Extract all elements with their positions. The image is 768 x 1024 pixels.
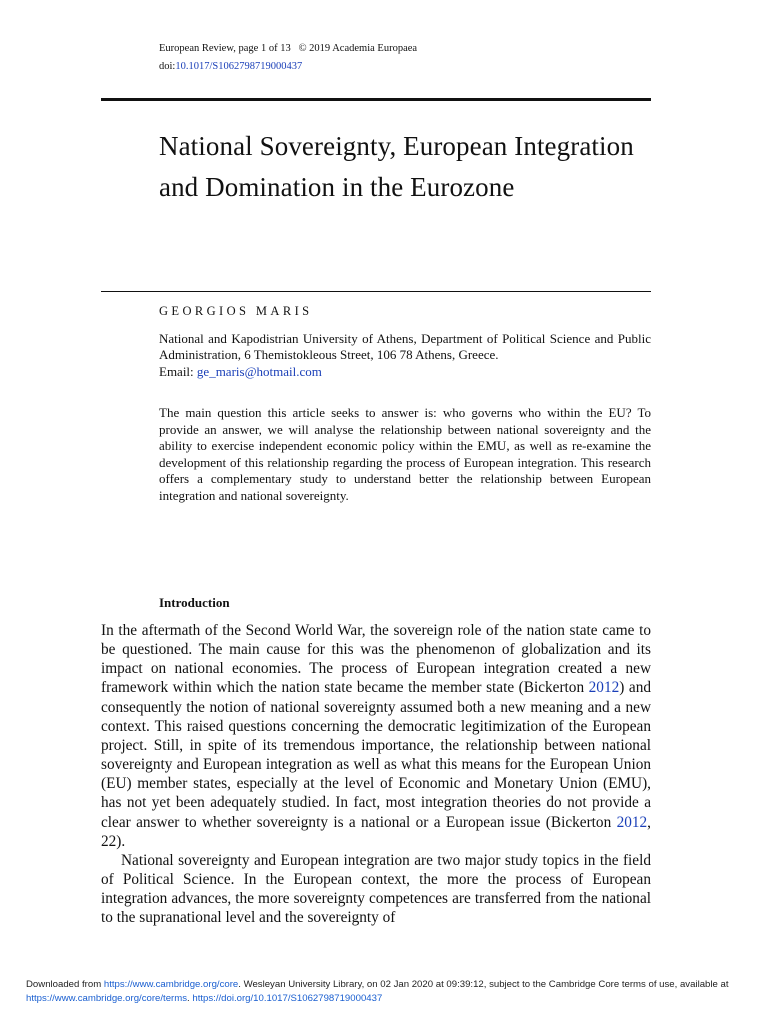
affiliation-text: National and Kapodistrian University of Athens, Department of Political Science and Public Administration, 6 Themistokleous Street, 106 78 Athens, Greece. xyxy=(159,331,651,363)
citation-link[interactable]: 2012 xyxy=(616,813,648,831)
footer-core-link[interactable]: https://www.cambridge.org/core xyxy=(103,979,239,990)
p1-text-a: In the aftermath of the Second World War, the sovereign role of the nation state came to be questioned. The main cause for this was the phenomenon of globalization and its impact on national economies. The process of European integration created a new framework within which the nation state became the member state (Bickerton xyxy=(101,622,651,697)
email-label: Email: xyxy=(159,363,194,379)
footer-separator: . xyxy=(187,992,190,1004)
author-name: GEORGIOS MARIS xyxy=(159,304,313,318)
copyright-notice: © 2019 Academia Europaea xyxy=(298,43,418,54)
download-footer xyxy=(26,978,756,1005)
footer-terms-link[interactable]: https://www.cambridge.org/core/terms xyxy=(26,992,188,1004)
section-heading-introduction: Introduction xyxy=(159,595,230,610)
paragraph-2: National sovereignty and European integration are two major study topics in the field of Political Science. In the European context, the more the process of European integration advances, the more sovereignty competences are transferred from the national to the supranational level and the sovereignty of xyxy=(101,851,651,927)
doi-line xyxy=(159,60,302,74)
footer-doi-link[interactable]: https://doi.org/10.1017/S1062798719000437 xyxy=(192,992,383,1004)
body-text xyxy=(101,621,651,928)
footer-notice: . Wesleyan University Library, on 02 Jan 2020 at 09:39:12, subject to the Cambridge Core terms of use, available at xyxy=(238,979,729,990)
article-title: National Sovereignty, European Integration and Domination in the Eurozone xyxy=(159,131,634,202)
journal-citation: European Review, page 1 of 13 xyxy=(159,43,291,54)
citation-link[interactable]: 2012 xyxy=(588,679,620,697)
paragraph-1 xyxy=(101,621,651,851)
doi-label: doi: xyxy=(159,61,176,72)
p1-text-c: , 22). xyxy=(101,813,651,850)
email-link[interactable]: ge_maris@hotmail.com xyxy=(196,363,322,379)
abstract: The main question this article seeks to answer is: who governs who within the EU? To provide an answer, we will analyse the relationship between national sovereignty and the ability to exercise independent economic policy within the EMU, as well as re-examine the development of this relationship regarding the process of European integration. This research offers a complementary study to understand better the relationship between European integration and national sovereignty. xyxy=(159,405,651,503)
journal-header xyxy=(159,42,417,56)
title-rule xyxy=(101,291,651,292)
doi-link[interactable]: 10.1017/S1062798719000437 xyxy=(175,61,303,72)
footer-downloaded: Downloaded from xyxy=(26,979,102,990)
p1-text-b: ) and consequently the notion of national sovereignty assumed both a new meaning and a new context. This raised questions concerning the democratic legitimization of the European project. Still, in spite of its tremendous importance, the relationship between national sovereignty and European integration as well as what this means for the European Union (EU) member states, especially at the level of Economic and Monetary Union (EMU), has not yet been adequately studied. In fact, most integration theories do not provide a clear answer to whether sovereignty is a national or a European issue (Bickerton xyxy=(101,679,651,831)
top-rule xyxy=(101,98,651,101)
author-affiliation xyxy=(159,331,651,380)
